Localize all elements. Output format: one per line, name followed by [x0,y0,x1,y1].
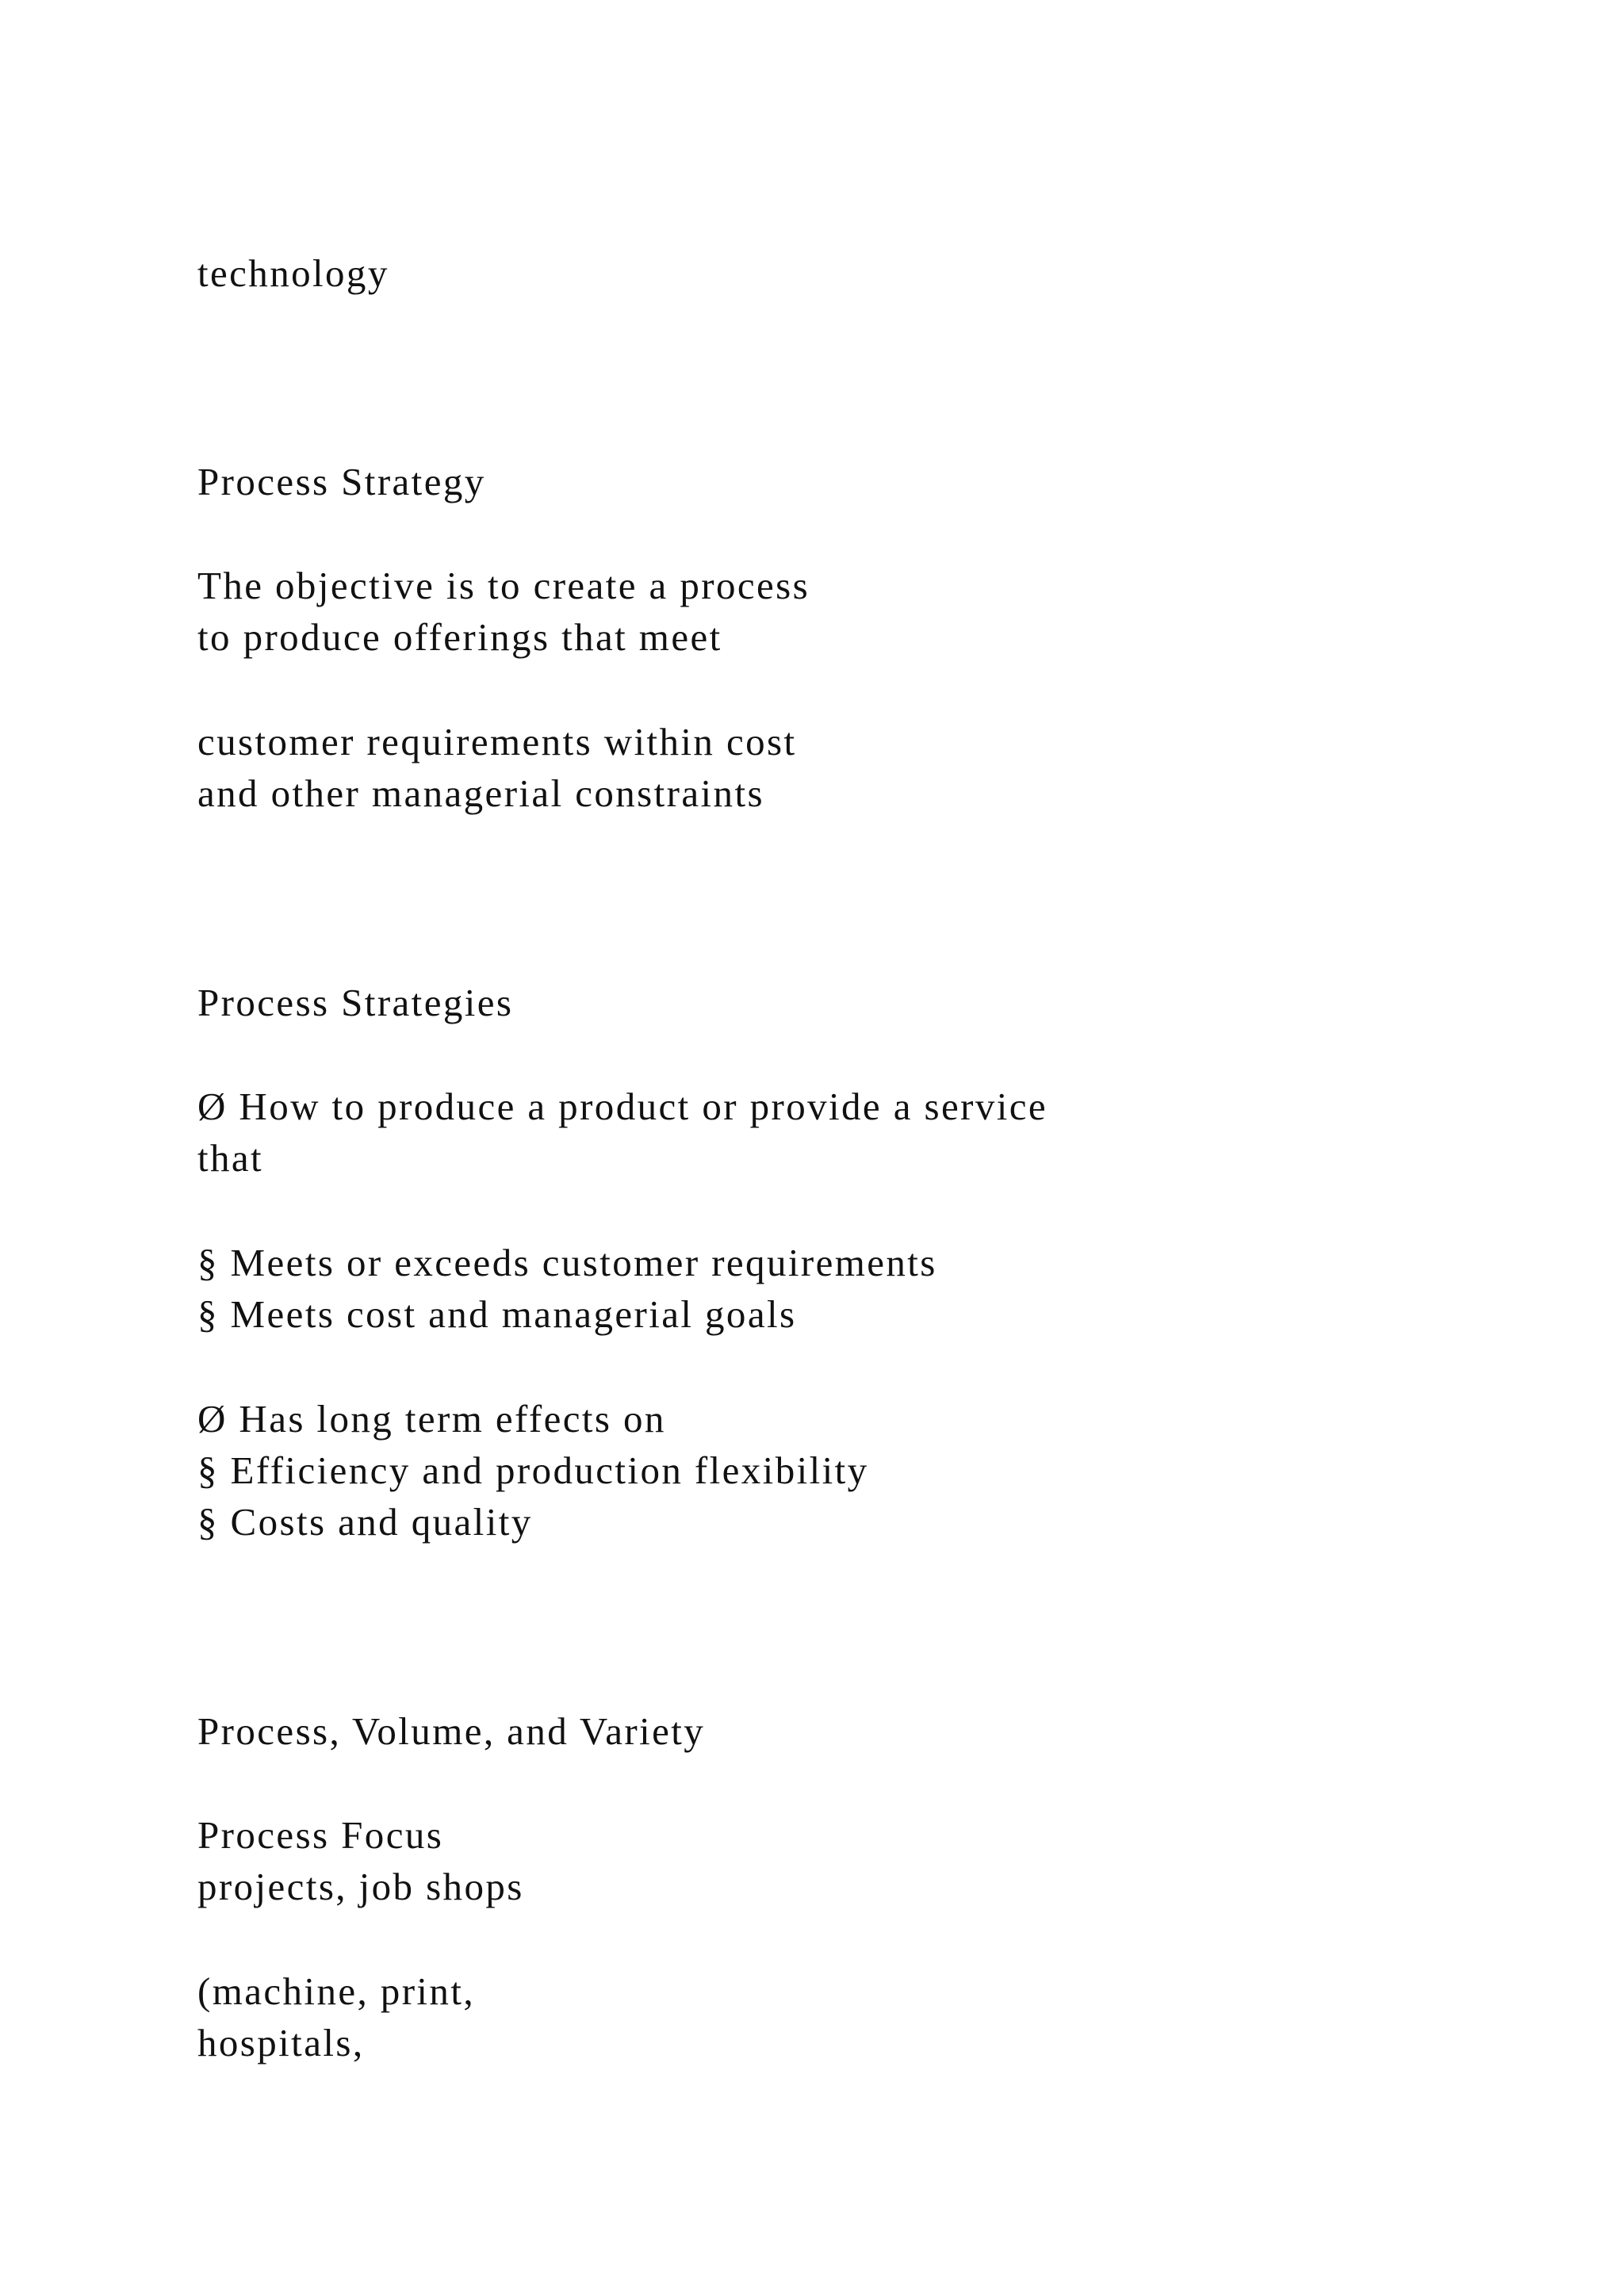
text-line: The objective is to create a process [197,564,810,607]
heading-process-strategy: Process Strategy [197,460,486,503]
sub-bullet-item: § Costs and quality [197,1500,533,1544]
heading-process-volume-variety: Process, Volume, and Variety [197,1709,706,1753]
text-line: customer requirements within cost [197,720,797,763]
text-line: (machine, print, [197,1969,475,2013]
text-line: technology [197,251,389,295]
sub-bullet-item: § Efficiency and production flexibility [197,1448,869,1492]
heading-process-strategies: Process Strategies [197,981,514,1024]
text-line: that [197,1136,264,1180]
sub-bullet-item: § Meets or exceeds customer requirements [197,1241,937,1284]
text-line: to produce offerings that meet [197,615,722,659]
bullet-item: Ø How to produce a product or provide a service [197,1085,1048,1128]
sub-bullet-item: § Meets cost and managerial goals [197,1292,797,1336]
bullet-item: Ø Has long term effects on [197,1397,666,1441]
text-line: and other managerial constraints [197,771,764,815]
text-line: projects, job shops [197,1865,524,1908]
text-line: hospitals, [197,2021,365,2064]
text-line: Process Focus [197,1813,444,1857]
